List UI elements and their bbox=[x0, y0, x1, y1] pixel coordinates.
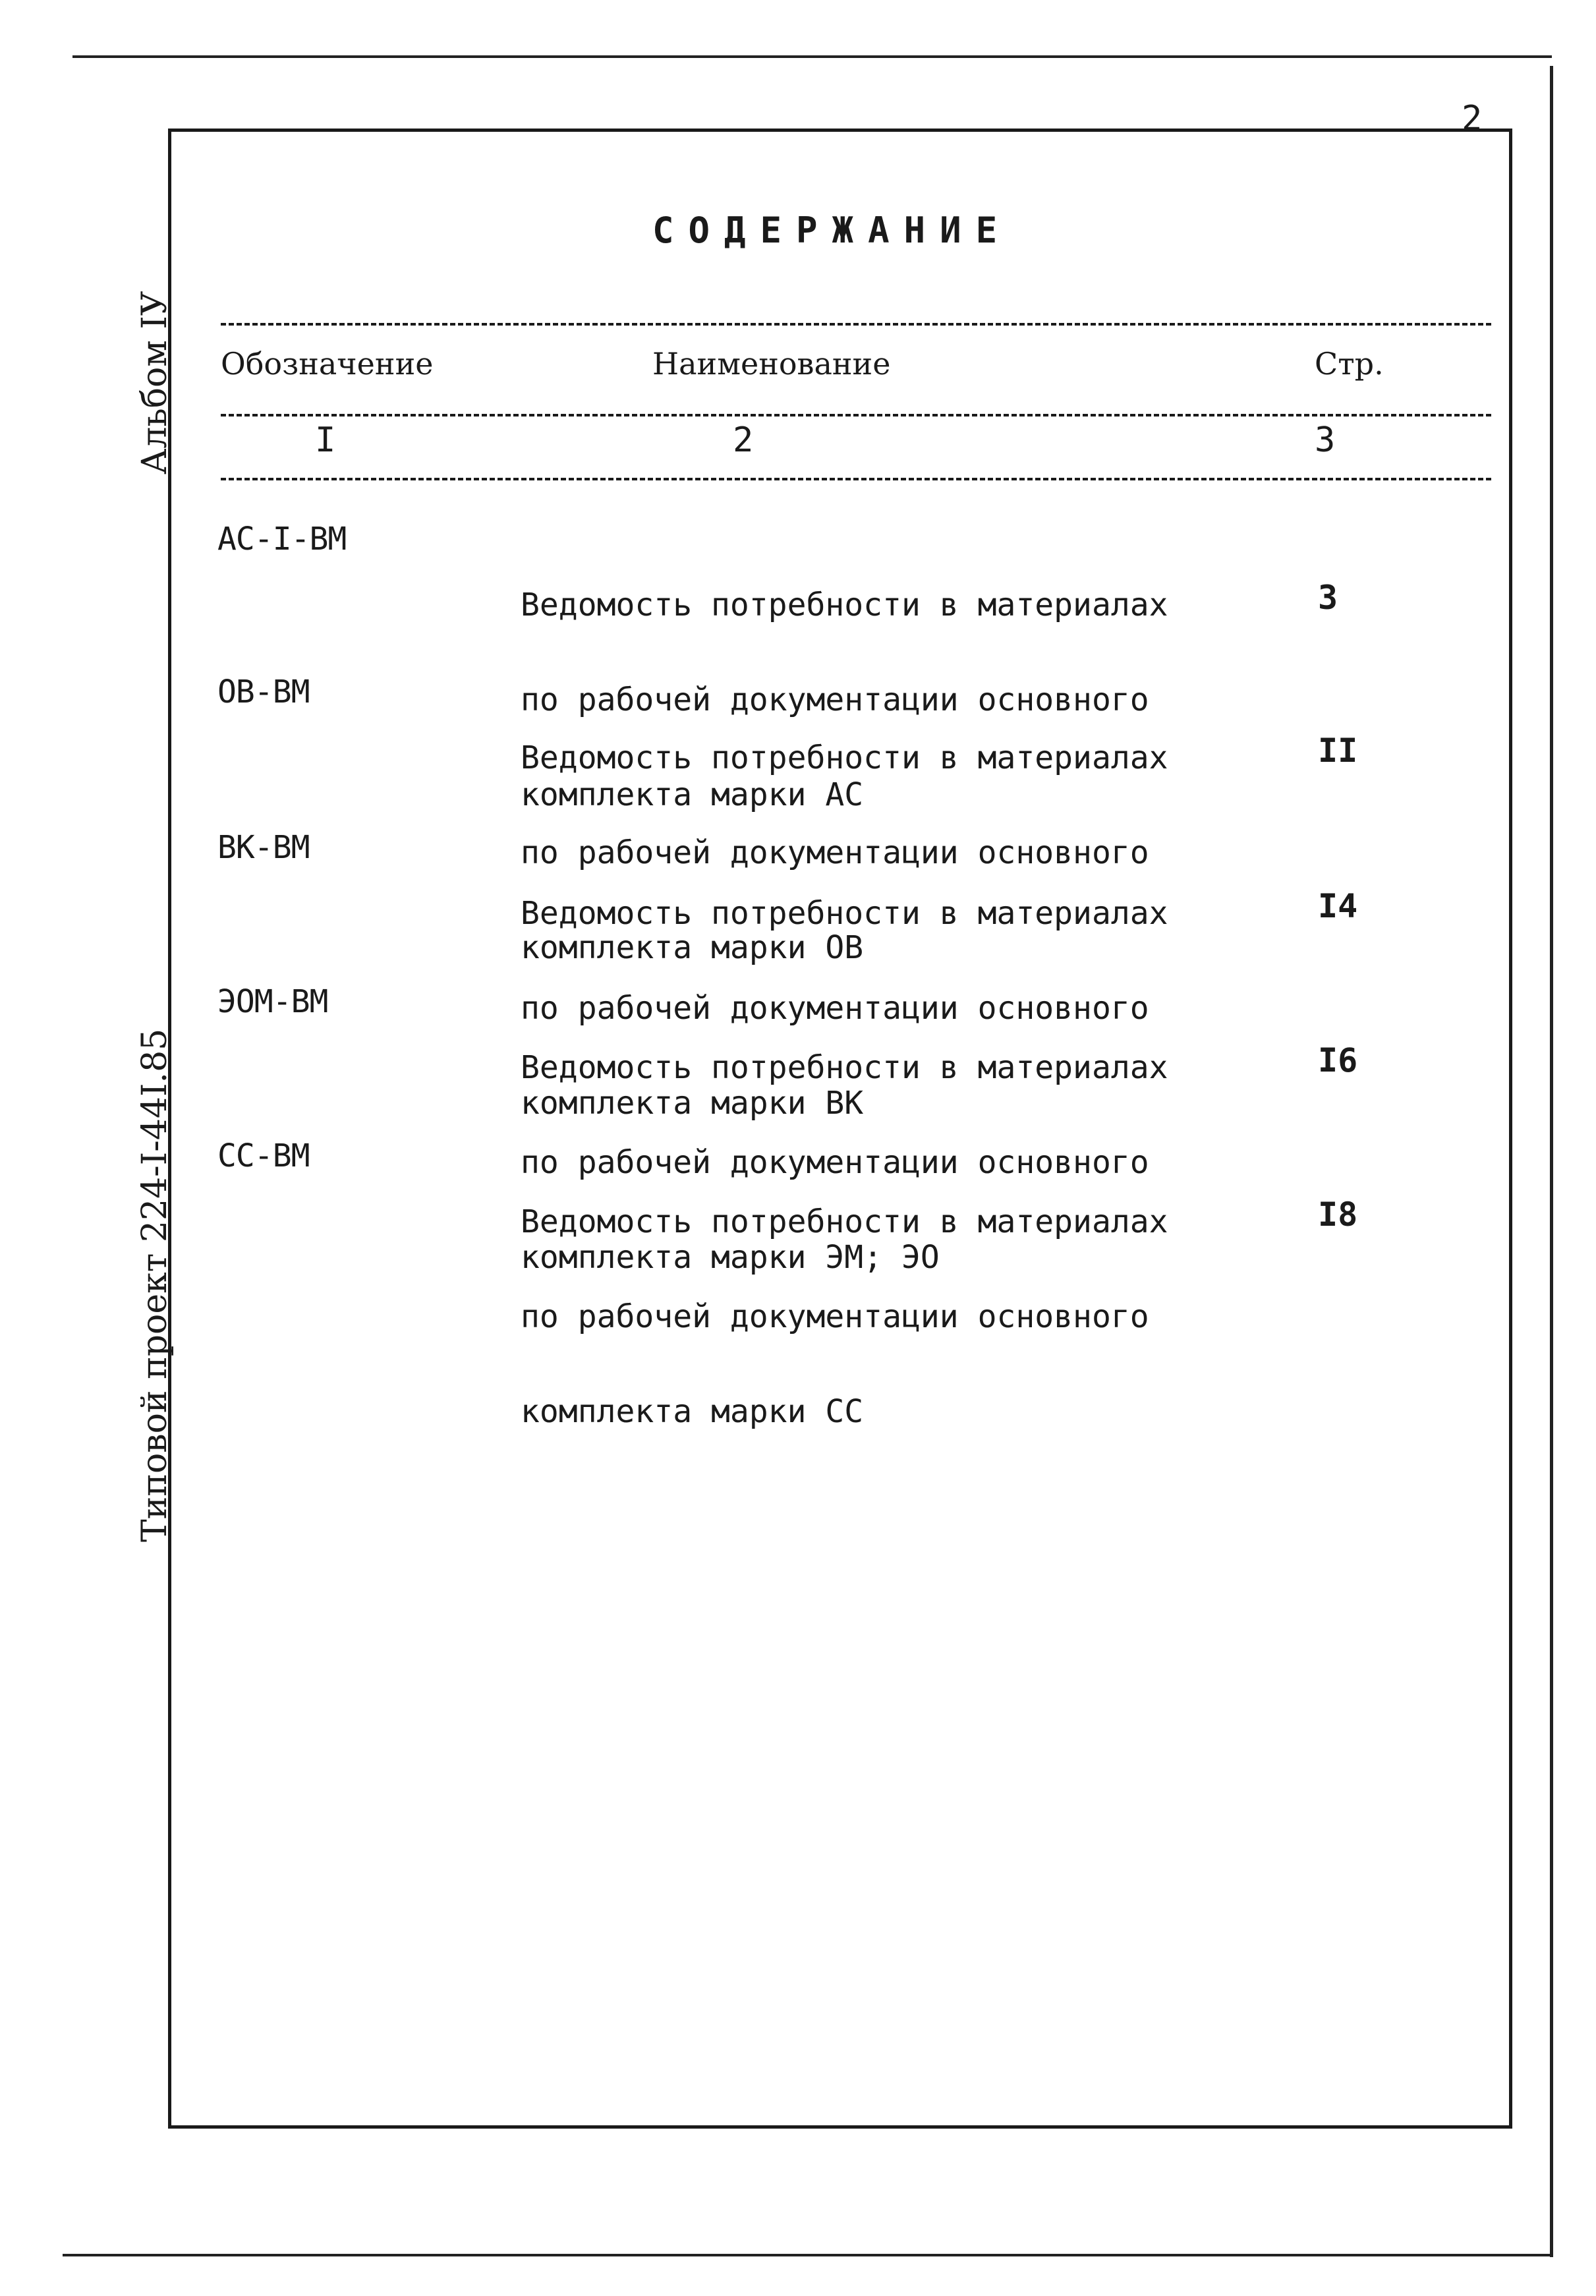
row-description-line: комплекта марки АС bbox=[521, 776, 864, 813]
dashed-divider bbox=[221, 414, 1491, 416]
row-description-line: комплекта марки СС bbox=[521, 1393, 864, 1430]
sheet-edge-right bbox=[1550, 66, 1553, 2257]
column-number-3: 3 bbox=[1315, 420, 1336, 460]
sheet-edge-top bbox=[72, 55, 1552, 58]
row-description-line: Ведомость потребности в материалах bbox=[521, 1203, 1168, 1240]
dashed-divider bbox=[221, 323, 1491, 326]
row-description-line: комплекта марки ОВ bbox=[521, 929, 864, 966]
row-code: ОВ-ВМ bbox=[217, 674, 310, 710]
row-description bbox=[521, 1143, 1168, 1491]
header-code: Обозначение bbox=[221, 346, 434, 382]
row-page: II bbox=[1318, 732, 1358, 770]
page-number: 2 bbox=[1462, 99, 1483, 138]
row-description-line: по рабочей документации основного bbox=[521, 681, 1149, 718]
row-description-line: по рабочей документации основного bbox=[521, 1144, 1149, 1181]
row-page: I8 bbox=[1318, 1195, 1358, 1234]
header-page: Стр. bbox=[1315, 346, 1384, 382]
row-description-line: по рабочей документации основного bbox=[521, 990, 1149, 1027]
row-page: I4 bbox=[1318, 887, 1358, 925]
row-description-line: Ведомость потребности в материалах bbox=[521, 739, 1168, 776]
row-description-line: по рабочей документации основного bbox=[521, 1298, 1149, 1335]
album-stamp: Альбом IУ bbox=[135, 291, 175, 474]
column-number-2: 2 bbox=[733, 420, 754, 460]
header-name: Наименование bbox=[652, 346, 891, 382]
dashed-divider bbox=[221, 478, 1491, 480]
row-code: СС-ВМ bbox=[217, 1137, 310, 1174]
row-description-line: Ведомость потребности в материалах bbox=[521, 587, 1168, 623]
page-title: СОДЕРЖАНИЕ bbox=[652, 210, 1012, 251]
project-stamp: Типовой проект 224-I-44I.85 bbox=[135, 1028, 175, 1542]
row-description-line: Ведомость потребности в материалах bbox=[521, 1049, 1168, 1086]
row-page: 3 bbox=[1318, 579, 1338, 617]
sheet-edge-bottom bbox=[63, 2254, 1553, 2256]
row-description-line: комплекта марки ВК bbox=[521, 1085, 864, 1122]
row-description-line: по рабочей документации основного bbox=[521, 834, 1149, 871]
row-description-line: комплекта марки ЭМ; ЭО bbox=[521, 1239, 940, 1276]
row-code: АС-I-ВМ bbox=[217, 521, 347, 558]
row-description-line: Ведомость потребности в материалах bbox=[521, 895, 1168, 932]
row-page: I6 bbox=[1318, 1041, 1358, 1079]
row-code: ВК-ВМ bbox=[217, 829, 310, 866]
row-code: ЭОМ-ВМ bbox=[217, 983, 328, 1020]
column-number-1: I bbox=[315, 420, 336, 460]
